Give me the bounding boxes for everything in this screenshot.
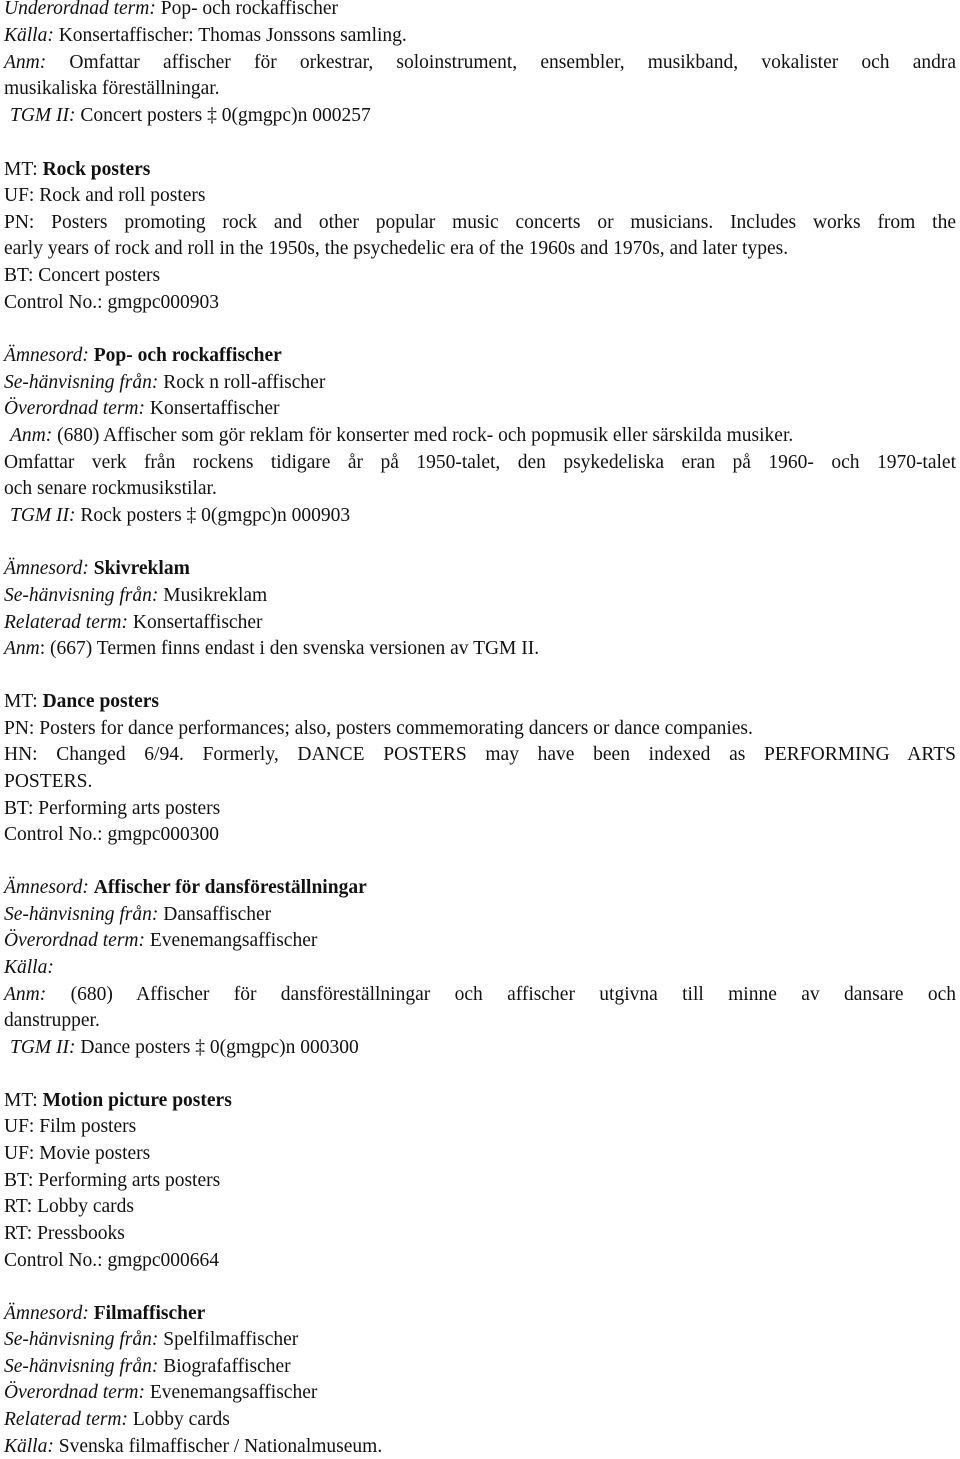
text-line <box>4 956 956 980</box>
field-label: TGM II: <box>10 105 76 126</box>
field-label: Ämnesord: <box>4 345 89 366</box>
text-line <box>10 504 960 528</box>
text-line <box>4 291 956 315</box>
text-line <box>4 1195 956 1219</box>
separator: MT: <box>4 1090 43 1111</box>
field-label: Anm <box>4 638 40 659</box>
field-label: Ämnesord: <box>4 558 89 579</box>
field-value: RT: Lobby cards <box>4 1196 134 1217</box>
field-value: UF: Film posters <box>4 1116 137 1137</box>
text-line <box>4 743 956 767</box>
term-heading: Affischer för dansföreställningar <box>93 877 367 898</box>
text-line <box>4 823 956 847</box>
field-value: Biografaffischer <box>163 1356 291 1377</box>
term-heading: Motion picture posters <box>42 1090 232 1111</box>
field-value: Pop- och rockaffischer <box>160 0 338 19</box>
text-line <box>4 929 956 953</box>
field-value: Svenska filmaffischer / Nationalmuseum. <box>58 1436 383 1457</box>
text-line <box>4 876 956 900</box>
text-line <box>4 1169 956 1193</box>
field-label: Överordnad term: <box>4 930 145 951</box>
field-label: Överordnad term: <box>4 398 145 419</box>
text-line <box>4 1222 956 1246</box>
separator: MT: <box>4 691 43 712</box>
text-line <box>4 51 956 75</box>
text-line <box>4 611 956 635</box>
field-value: Evenemangsaffischer <box>149 1382 318 1403</box>
term-heading: Pop- och rockaffischer <box>93 345 282 366</box>
field-label: Se-hänvisning från: <box>4 1356 159 1377</box>
field-value: POSTERS. <box>4 771 93 792</box>
text-line <box>4 237 956 261</box>
field-value: early years of rock and roll in the 1950s, the psychedelic era of the 1960s and 1970s, and later types. <box>4 238 789 259</box>
field-value: Control No.: gmgpc000300 <box>4 824 220 845</box>
text-line <box>4 264 956 288</box>
term-heading: Filmaffischer <box>93 1303 206 1324</box>
separator <box>46 52 69 73</box>
field-label: Ämnesord: <box>4 1303 89 1324</box>
text-line <box>4 557 956 581</box>
text-line <box>4 158 956 182</box>
field-value: (680) Affischer för dansföreställningar och affischer utgivna till minne av dansare och <box>70 984 957 1005</box>
text-line <box>4 1408 956 1432</box>
text-line <box>4 1355 956 1379</box>
text-line <box>4 211 956 235</box>
field-label: Underordnad term: <box>4 0 156 19</box>
field-value: Dance posters ‡ 0(gmgpc)n 000300 <box>80 1037 359 1058</box>
text-line <box>4 717 956 741</box>
text-line <box>4 1328 956 1352</box>
text-line <box>4 371 956 395</box>
field-value: UF: Movie posters <box>4 1143 151 1164</box>
field-label: Anm: <box>4 52 47 73</box>
field-value: Control No.: gmgpc000664 <box>4 1250 220 1271</box>
field-value: Rock n roll-affischer <box>163 372 326 393</box>
field-value: Omfattar affischer för orkestrar, soloinstrument, ensembler, musikband, vokalister och andra <box>69 52 956 73</box>
text-line <box>4 451 956 475</box>
text-line <box>4 637 956 661</box>
text-line <box>10 1036 960 1060</box>
field-value: Concert posters ‡ 0(gmgpc)n 000257 <box>80 105 371 126</box>
text-line <box>4 184 956 208</box>
field-label: Relaterad term: <box>4 1409 129 1430</box>
field-value: BT: Performing arts posters <box>4 1170 221 1191</box>
field-label: Se-hänvisning från: <box>4 904 159 925</box>
field-value: (667) Termen finns endast i den svenska versionen av TGM II. <box>50 638 540 659</box>
field-label: TGM II: <box>10 1037 76 1058</box>
text-line <box>4 397 956 421</box>
text-line <box>4 1381 956 1405</box>
field-value: UF: Rock and roll posters <box>4 185 206 206</box>
term-heading: Skivreklam <box>93 558 190 579</box>
term-heading: Dance posters <box>42 691 160 712</box>
text-line <box>4 477 956 501</box>
separator: : <box>39 638 51 659</box>
field-value: (680) Affischer som gör reklam för konserter med rock- och popmusik eller särskilda musiker. <box>57 425 794 446</box>
text-line <box>4 1089 956 1113</box>
text-line <box>4 1249 956 1273</box>
text-line <box>10 424 960 448</box>
field-value: BT: Performing arts posters <box>4 798 221 819</box>
field-label: Källa: <box>4 957 54 978</box>
field-label: Ämnesord: <box>4 877 89 898</box>
field-value: och senare rockmusikstilar. <box>4 478 217 499</box>
text-line <box>4 1435 956 1459</box>
field-label: Källa: <box>4 1436 54 1457</box>
text-line <box>4 1142 956 1166</box>
term-heading: Rock posters <box>42 159 151 180</box>
field-value: Control No.: gmgpc000903 <box>4 292 220 313</box>
field-value: Omfattar verk från rockens tidigare år på 1950-talet, den psykedeliska eran på 1960- och 1970-talet <box>4 452 956 473</box>
field-value: danstrupper. <box>4 1010 100 1031</box>
text-line <box>4 1115 956 1139</box>
separator: MT: <box>4 159 43 180</box>
text-line <box>4 770 956 794</box>
field-value: Lobby cards <box>132 1409 230 1430</box>
text-line <box>4 344 956 368</box>
field-label: TGM II: <box>10 505 76 526</box>
field-value: Konsertaffischer: Thomas Jonssons samling. <box>58 25 407 46</box>
field-value: Rock posters ‡ 0(gmgpc)n 000903 <box>80 505 351 526</box>
field-label: Se-hänvisning från: <box>4 372 159 393</box>
field-label: Se-hänvisning från: <box>4 1329 159 1350</box>
field-value: HN: Changed 6/94. Formerly, DANCE POSTERS may have been indexed as PERFORMING ARTS <box>4 744 956 765</box>
text-line <box>4 903 956 927</box>
text-line <box>10 104 960 128</box>
text-line <box>4 1302 956 1326</box>
field-label: Se-hänvisning från: <box>4 585 159 606</box>
field-value: Musikreklam <box>163 585 268 606</box>
text-line <box>4 983 956 1007</box>
field-label: Anm: <box>4 984 47 1005</box>
field-value: Evenemangsaffischer <box>149 930 318 951</box>
field-value: BT: Concert posters <box>4 265 161 286</box>
separator <box>46 984 70 1005</box>
field-value: Konsertaffischer <box>149 398 280 419</box>
text-line <box>4 0 956 21</box>
text-line <box>4 690 956 714</box>
text-line <box>4 77 956 101</box>
text-line <box>4 1009 956 1033</box>
field-value: PN: Posters for dance performances; also, posters commemorating dancers or dance companies. <box>4 718 753 739</box>
text-line <box>4 797 956 821</box>
field-label: Källa: <box>4 25 54 46</box>
field-value: Spelfilmaffischer <box>163 1329 299 1350</box>
field-value: musikaliska föreställningar. <box>4 78 220 99</box>
field-value: Konsertaffischer <box>132 612 263 633</box>
text-line <box>4 24 956 48</box>
field-label: Överordnad term: <box>4 1382 145 1403</box>
text-line <box>4 584 956 608</box>
field-value: Dansaffischer <box>163 904 272 925</box>
field-value: RT: Pressbooks <box>4 1223 125 1244</box>
field-label: Anm: <box>10 425 53 446</box>
field-value: PN: Posters promoting rock and other popular music concerts or musicians. Includes works from the <box>4 212 956 233</box>
field-label: Relaterad term: <box>4 612 129 633</box>
